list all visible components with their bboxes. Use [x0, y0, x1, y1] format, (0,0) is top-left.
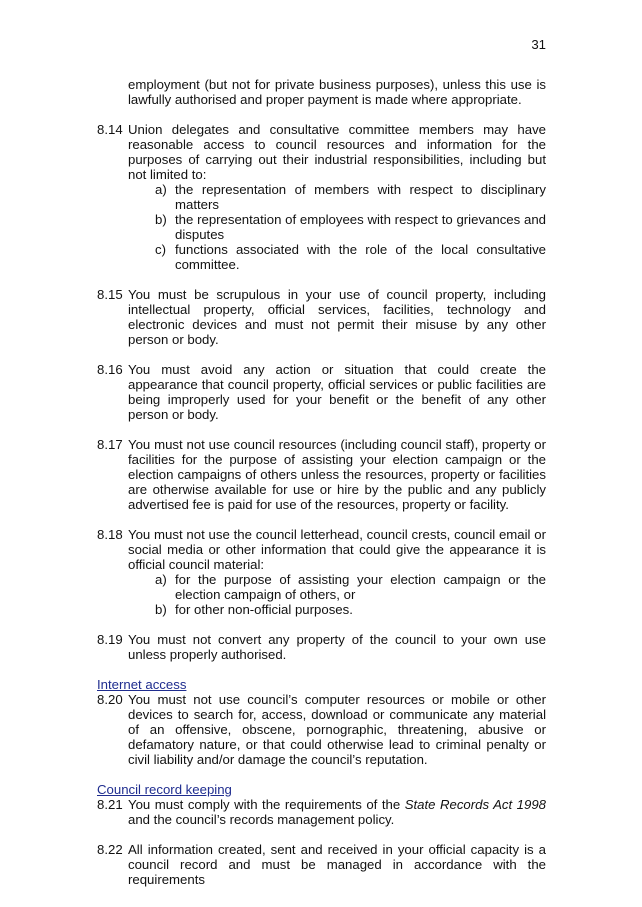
clause-number: 8.21: [97, 797, 123, 812]
sub-item-letter: c): [155, 242, 166, 257]
sub-item-letter: a): [155, 572, 167, 587]
act-title: State Records Act 1998: [404, 797, 546, 812]
clause-number: 8.19: [97, 632, 123, 647]
sub-list: [128, 182, 546, 272]
sub-list: [128, 572, 546, 617]
clause-text: You must be scrupulous in your use of council property, including intellectual property, official services, facilities, technology and electronic devices and must not permit their misuse by any other person or body.: [128, 287, 546, 347]
sub-item-text: for other non-official purposes.: [175, 602, 353, 617]
sub-item-text: the representation of employees with respect to grievances and disputes: [175, 212, 546, 242]
clause-8-21: [97, 797, 546, 827]
page-content: [97, 77, 546, 902]
clause-8-15: [97, 287, 546, 347]
clause-text: All information created, sent and received in your official capacity is a council record and must be managed in accordance with the requirements: [128, 842, 546, 887]
sub-item: [155, 182, 546, 212]
sub-item-text: for the purpose of assisting your election campaign or the election campaign of others, or: [175, 572, 546, 602]
sub-item-text: the representation of members with respect to disciplinary matters: [175, 182, 546, 212]
clause-8-20: [97, 692, 546, 767]
sub-item-letter: b): [155, 602, 167, 617]
sub-item: [155, 572, 546, 602]
continued-paragraph: employment (but not for private business purposes), unless this use is lawfully authorised and proper payment is made where appropriate.: [128, 77, 546, 107]
clause-8-18: [97, 527, 546, 617]
section-heading-internet-access: Internet access: [97, 677, 187, 692]
clause-number: 8.15: [97, 287, 123, 302]
sub-item-letter: b): [155, 212, 167, 227]
clause-number: 8.20: [97, 692, 123, 707]
clause-8-19: [97, 632, 546, 662]
clause-text: You must not use council resources (including council staff), property or facilities for the purpose of assisting your election campaign or the election campaigns of others unless the resources, property or facilities are otherwise available for use or hire by the public and any publicly advertised fee is paid for use of the resources, property or facility.: [128, 437, 546, 512]
page-number: 31: [531, 37, 546, 52]
clause-text: You must not use the council letterhead, council crests, council email or social media or other information that could give the appearance it is official council material:: [128, 527, 546, 572]
sub-item-letter: a): [155, 182, 167, 197]
section-heading-council-record-keeping: Council record keeping: [97, 782, 232, 797]
clause-number: 8.22: [97, 842, 123, 857]
clause-8-17: [97, 437, 546, 512]
clause-text: You must avoid any action or situation that could create the appearance that council property, official services or public facilities are being improperly used for your benefit or the benefit of any other person or body.: [128, 362, 546, 422]
clause-text: Union delegates and consultative committee members may have reasonable access to council resources and information for the purposes of carrying out their industrial responsibilities, including but not limited to:: [128, 122, 546, 182]
clause-number: 8.17: [97, 437, 123, 452]
clause-number: 8.16: [97, 362, 123, 377]
clause-text-after: and the council’s records management policy.: [128, 812, 395, 827]
clause-8-14: [97, 122, 546, 272]
sub-item: [155, 212, 546, 242]
clause-text: [128, 797, 546, 827]
sub-item: [155, 602, 546, 617]
clause-text-before: You must comply with the requirements of the: [128, 797, 405, 812]
clause-text: You must not convert any property of the council to your own use unless properly authorised.: [128, 632, 546, 662]
clause-8-16: [97, 362, 546, 422]
clause-text: You must not use council’s computer resources or mobile or other devices to search for, access, download or communicate any material of an offensive, obscene, pornographic, threatening, abusive or defamatory nature, or that could otherwise lead to criminal penalty or civil liability and/or damage the council’s reputation.: [128, 692, 546, 767]
clause-8-22: [97, 842, 546, 887]
clause-number: 8.14: [97, 122, 123, 137]
clause-number: 8.18: [97, 527, 123, 542]
sub-item-text: functions associated with the role of the local consultative committee.: [175, 242, 546, 272]
sub-item: [155, 242, 546, 272]
